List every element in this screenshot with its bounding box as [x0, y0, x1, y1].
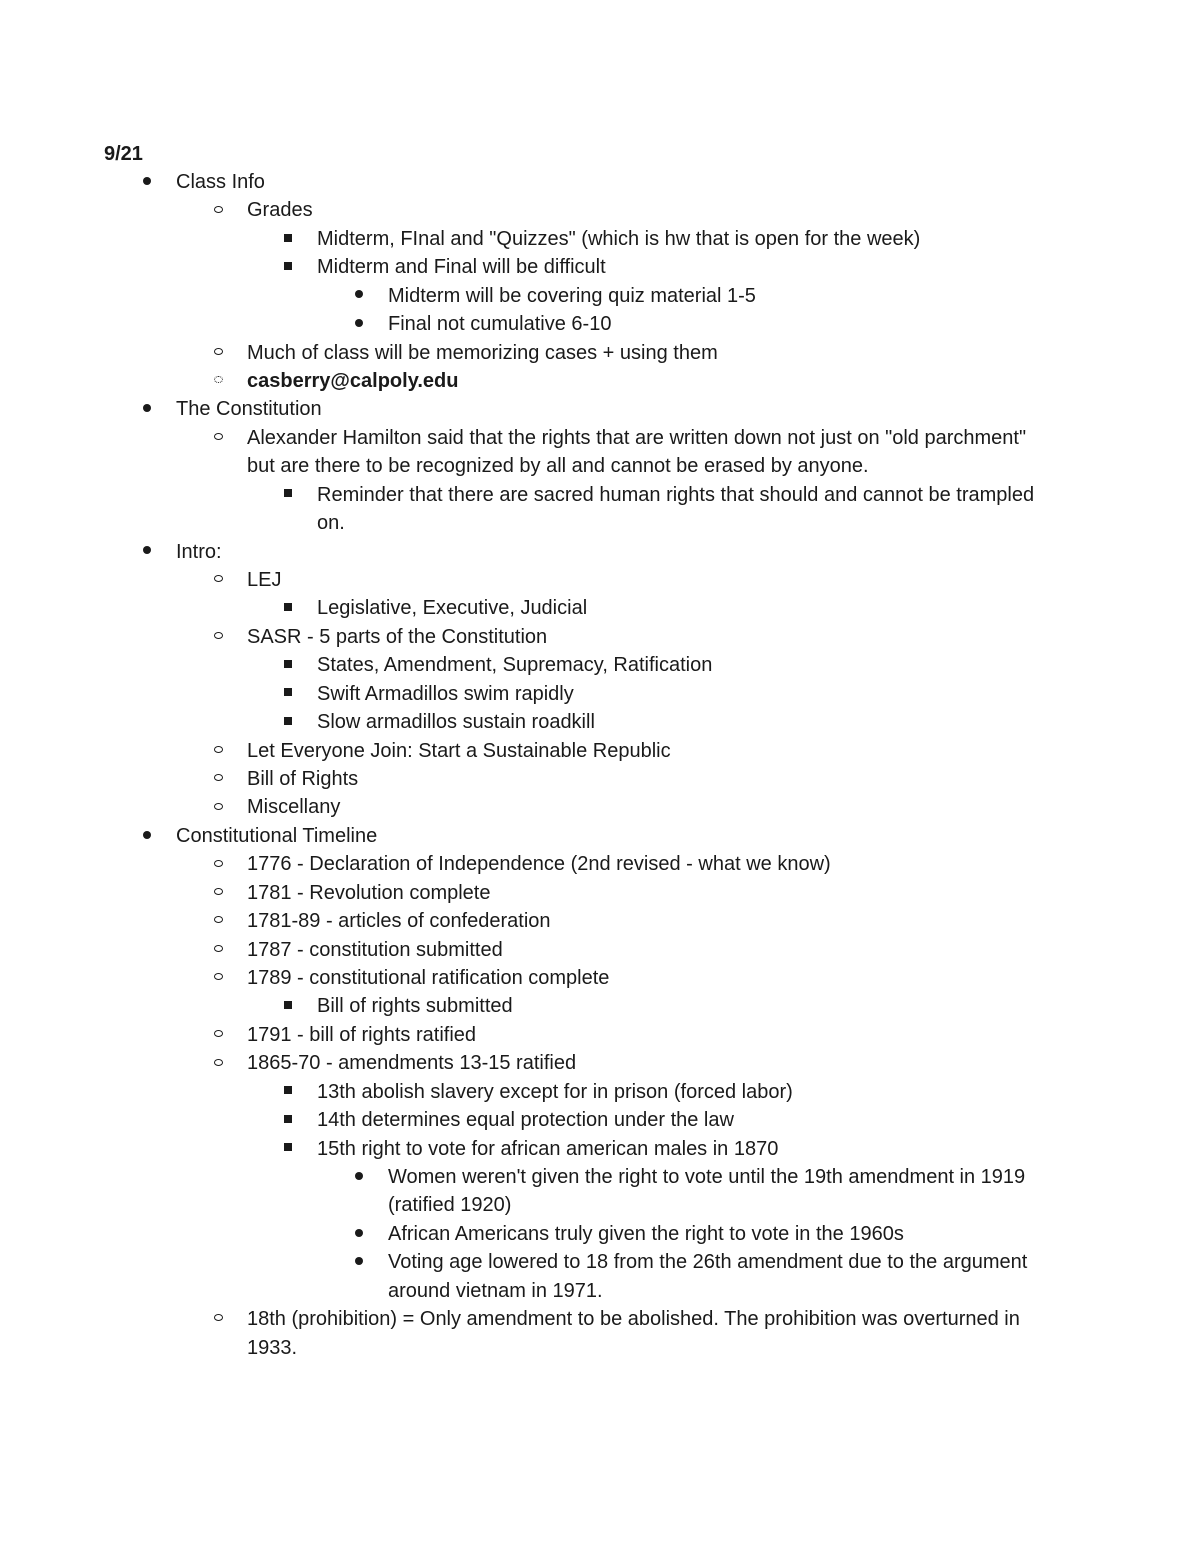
outline-item-continuation: 1933.: [247, 1336, 298, 1359]
bullet-level-2-icon: [208, 793, 228, 821]
bullet-level-4-icon: [349, 1163, 369, 1191]
outline-item: Reminder that there are sacred human rights that should and cannot be trampled: [317, 483, 1035, 506]
outline-item: LEJ: [247, 569, 282, 592]
outline-item: Midterm will be covering quiz material 1-5: [388, 284, 756, 307]
outline-item: 1781 - Revolution complete: [247, 881, 491, 904]
bullet-level-1-icon: [137, 822, 157, 850]
outline-item: Voting age lowered to 18 from the 26th amendment due to the argument: [388, 1251, 1028, 1274]
outline-item: Bill of Rights: [247, 768, 359, 791]
bullet-level-3-icon: [278, 253, 298, 281]
bullet-level-1-icon: [137, 168, 157, 196]
bullet-level-2-icon: [208, 737, 228, 765]
outline-item: Much of class will be memorizing cases + using them: [247, 341, 718, 364]
outline-item: 1781-89 - articles of confederation: [247, 910, 551, 933]
bullet-level-3-icon: [278, 225, 298, 253]
outline-item: Swift Armadillos swim rapidly: [317, 682, 574, 705]
outline-item-continuation: but are there to be recognized by all and cannot be erased by anyone.: [247, 455, 869, 478]
outline-item: Midterm, FInal and "Quizzes" (which is hw that is open for the week): [317, 227, 921, 250]
outline-item: Final not cumulative 6-10: [388, 313, 612, 336]
bullet-level-2-icon: [208, 623, 228, 651]
bullet-level-2-icon: [208, 339, 228, 367]
bullet-level-3-icon: [278, 708, 298, 736]
outline-item: The Constitution: [176, 398, 322, 421]
bullet-level-2-icon: [208, 196, 228, 224]
outline-item: Miscellany: [247, 796, 341, 819]
bullet-level-4-icon: [349, 1220, 369, 1248]
bullet-level-3-icon: [278, 1135, 298, 1163]
outline-item: Slow armadillos sustain roadkill: [317, 711, 595, 734]
outline-item: Bill of rights submitted: [317, 995, 513, 1018]
outline-item: Legislative, Executive, Judicial: [317, 597, 588, 620]
bullet-level-2-icon: [208, 907, 228, 935]
outline-item: 1865-70 - amendments 13-15 ratified: [247, 1052, 577, 1075]
bullet-level-4-icon: [349, 1248, 369, 1276]
bullet-level-2-icon: [208, 936, 228, 964]
bullet-level-3-icon: [278, 594, 298, 622]
outline-item: 1791 - bill of rights ratified: [247, 1023, 477, 1046]
outline-item-continuation: (ratified 1920): [388, 1194, 512, 1217]
bullet-level-3-icon: [278, 1106, 298, 1134]
bullet-level-2-icon: [208, 850, 228, 878]
outline-item: Class Info: [176, 171, 265, 193]
outline-item: States, Amendment, Supremacy, Ratification: [317, 654, 713, 677]
bullet-level-4-icon: [349, 282, 369, 310]
bullet-level-3-icon: [278, 481, 298, 509]
outline-item: Alexander Hamilton said that the rights that are written down not just on "old parchment": [247, 426, 1027, 449]
bullet-level-2-icon: [208, 367, 228, 395]
outline-item: 1789 - constitutional ratification complete: [247, 967, 610, 990]
bullet-level-2-icon: [208, 879, 228, 907]
bullet-level-3-icon: [278, 680, 298, 708]
bullet-level-1-icon: [137, 395, 157, 423]
bullet-level-3-icon: [278, 992, 298, 1020]
outline-item: 1776 - Declaration of Independence (2nd revised - what we know): [247, 853, 831, 876]
bullet-level-4-icon: [349, 310, 369, 338]
bullet-level-2-icon: [208, 424, 228, 452]
bullet-level-1-icon: [137, 538, 157, 566]
bullet-level-2-icon: [208, 964, 228, 992]
bullet-level-2-icon: [208, 1305, 228, 1333]
outline-item: SASR - 5 parts of the Constitution: [247, 625, 548, 648]
outline-item: casberry@calpoly.edu: [247, 370, 459, 392]
bullet-level-2-icon: [208, 1021, 228, 1049]
outline-item: African Americans truly given the right to vote in the 1960s: [388, 1222, 904, 1245]
outline-item: 15th right to vote for african american males in 1870: [317, 1137, 779, 1160]
outline-item: 13th abolish slavery except for in prison (forced labor): [317, 1080, 793, 1103]
outline-item: Women weren't given the right to vote until the 19th amendment in 1919: [388, 1166, 1026, 1189]
outline-item-continuation: on.: [317, 512, 345, 535]
bullet-level-2-icon: [208, 566, 228, 594]
outline-item: Intro:: [176, 540, 222, 563]
bullet-level-3-icon: [278, 651, 298, 679]
outline-item: 1787 - constitution submitted: [247, 938, 503, 961]
outline-item: Grades: [247, 199, 313, 222]
date-heading: 9/21: [104, 143, 143, 165]
outline-item: Midterm and Final will be difficult: [317, 256, 606, 279]
bullet-level-3-icon: [278, 1078, 298, 1106]
outline-item: 14th determines equal protection under the law: [317, 1109, 734, 1132]
bullet-level-2-icon: [208, 1049, 228, 1077]
outline-item: Let Everyone Join: Start a Sustainable Republic: [247, 739, 671, 762]
outline-item: 18th (prohibition) = Only amendment to be abolished. The prohibition was overturned in: [247, 1308, 1020, 1331]
outline-item: Constitutional Timeline: [176, 824, 378, 847]
bullet-level-2-icon: [208, 765, 228, 793]
outline-item-continuation: around vietnam in 1971.: [388, 1279, 603, 1302]
